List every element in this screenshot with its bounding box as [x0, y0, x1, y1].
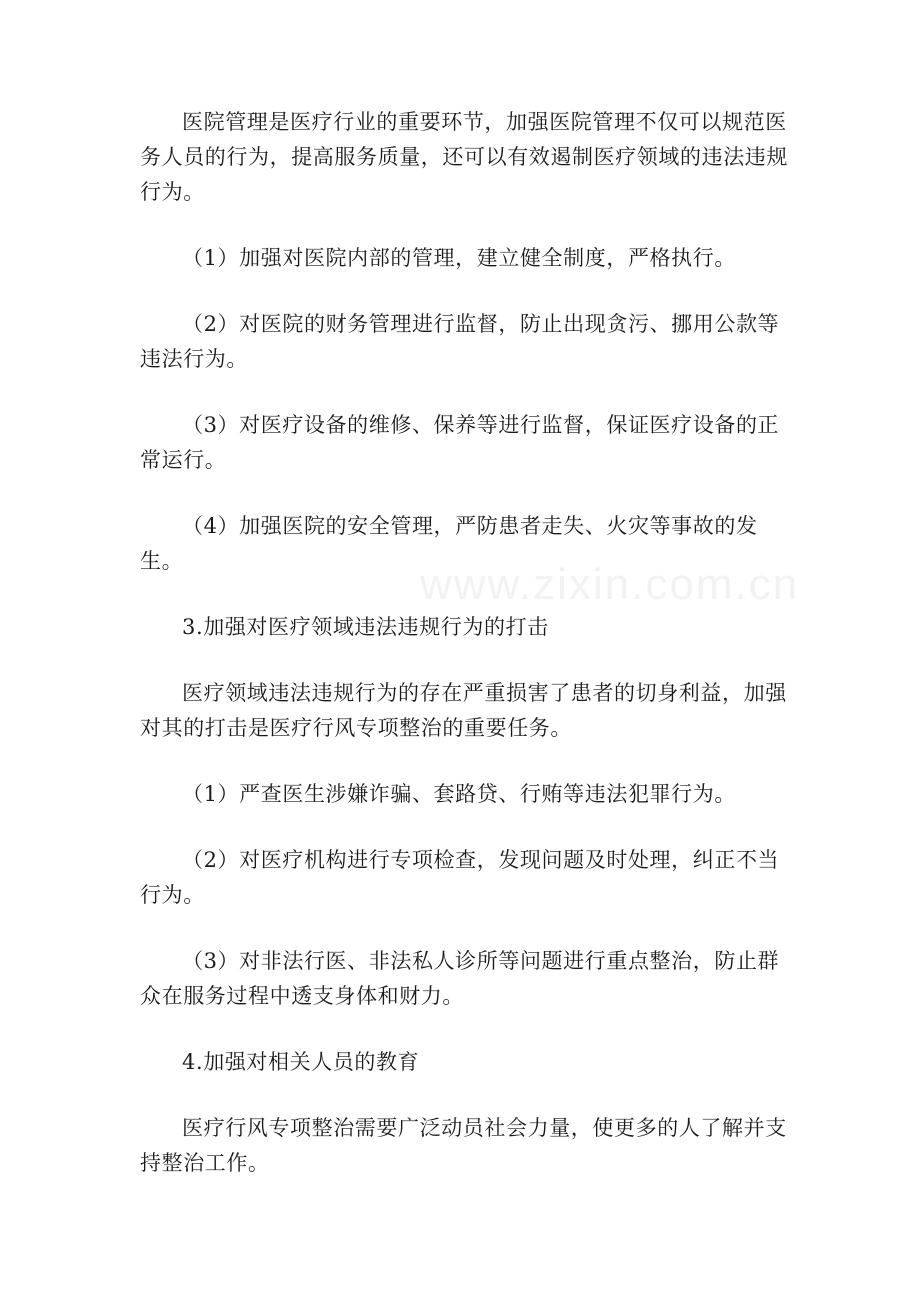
- section-heading: 4.加强对相关人员的教育: [182, 1050, 420, 1074]
- list-item: （1）加强对医院内部的管理，建立健全制度，严格执行。: [182, 246, 736, 270]
- watermark: www.zixin.com.cn: [420, 560, 800, 609]
- list-item: （4）加强医院的安全管理，严防患者走失、火灾等事故的发生。: [140, 514, 758, 573]
- list-item: （2）对医院的财务管理进行监督，防止出现贪污、挪用公款等违法行为。: [140, 312, 780, 371]
- document-body: [140, 105, 790, 1212]
- section-heading: 3.加强对医疗领域违法违规行为的打击: [182, 615, 549, 639]
- list-item: （3）对医疗设备的维修、保养等进行监督，保证医疗设备的正常运行。: [140, 413, 780, 472]
- intro-paragraph: 医院管理是医疗行业的重要环节，加强医院管理不仅可以规范医务人员的行为，提高服务质量，还可以有效遏制医疗领域的违法违规行为。: [140, 110, 788, 204]
- list-item: （3）对非法行医、非法私人诊所等问题进行重点整治，防止群众在服务过程中透支身体和财力。: [140, 949, 780, 1008]
- section-paragraph: 医疗行风专项整治需要广泛动员社会力量，使更多的人了解并支持整治工作。: [140, 1116, 787, 1175]
- list-item: （2）对医疗机构进行专项检查，发现问题及时处理，纠正不当行为。: [140, 848, 780, 907]
- list-item: （1）严查医生涉嫌诈骗、套路贷、行贿等违法犯罪行为。: [182, 782, 736, 806]
- section-paragraph: 医疗领域违法违规行为的存在严重损害了患者的切身利益，加强对其的打击是医疗行风专项整治的重要任务。: [140, 681, 787, 740]
